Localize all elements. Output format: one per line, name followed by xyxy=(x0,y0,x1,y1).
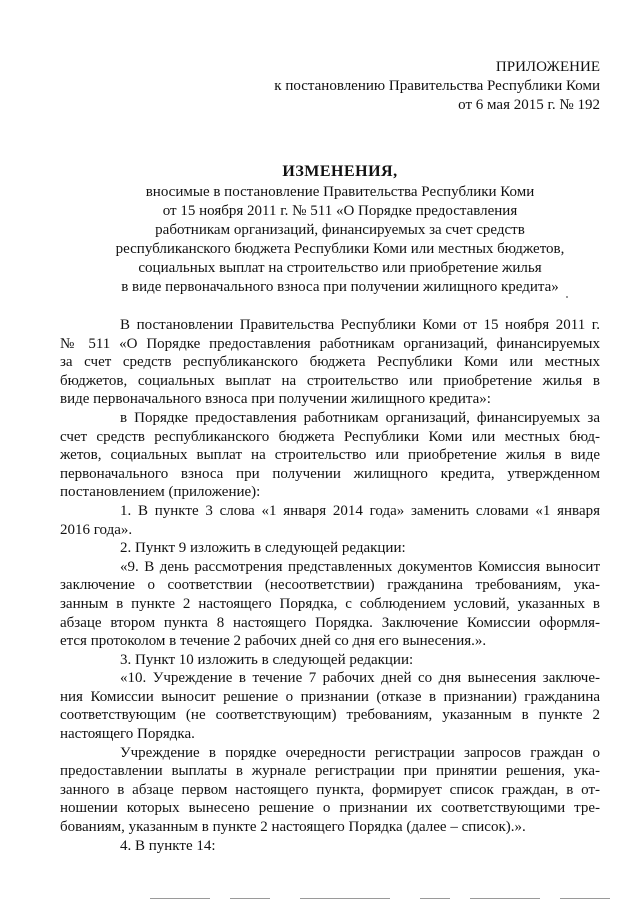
body-line: предоставлении выплаты в журнале регистрации при принятии решения, ука- xyxy=(60,763,600,780)
body-line: заключение о соответствии (несоответствии) гражданина требованиям, ука- xyxy=(60,577,600,594)
document-title-block xyxy=(60,162,620,297)
body-line: ется протоколом в течение 2 рабочих дней со дня его вынесения.». xyxy=(60,633,487,650)
body-line: «9. В день рассмотрения представленных документов Комиссия выносит xyxy=(120,558,600,575)
body-line: 2016 года». xyxy=(60,521,133,538)
body-line: бюджетов, социальных выплат на строительство или приобретение жилья в xyxy=(60,372,600,389)
body-line: абзаце втором пункта 8 настоящего Порядка. Заключение Комиссии оформля- xyxy=(60,614,600,631)
body-line: ния Комиссии выносит решение о признании (отказе в признании) гражданина xyxy=(60,688,600,705)
appendix-resolution-ref: к постановлению Правительства Республики Коми xyxy=(274,78,600,94)
title-line: вносимые в постановление Правительства Республики Коми xyxy=(145,184,535,200)
title-line: республиканского бюджета Республики Коми или местных бюджетов, xyxy=(115,241,565,257)
appendix-date-number: от 6 мая 2015 г. № 192 xyxy=(458,97,600,113)
body-line: виде первоначального взноса при получении жилищного кредита»: xyxy=(60,391,491,408)
body-line: 3. Пункт 10 изложить в следующей редакции: xyxy=(120,651,414,668)
body-line: счет средств республиканского бюджета Республики Коми или местных бюд- xyxy=(60,428,600,445)
body-line: ношении которых вынесено решение о признании их соответствующими тре- xyxy=(60,800,600,817)
body-line: занным в пункте 2 настоящего Порядка, с соблюдением условий, указанных в xyxy=(60,595,600,612)
body-line: постановлением (приложение): xyxy=(60,484,261,501)
document-heading: ИЗМЕНЕНИЯ, xyxy=(282,163,398,180)
body-line: первоначального взноса при получении жилищного кредита, утвержденном xyxy=(60,465,600,482)
body-line: Учреждение в порядке очередности регистрации запросов граждан о xyxy=(120,744,600,761)
body-line: № 511 «О Порядке предоставления работникам организаций, финансируемых xyxy=(60,335,600,352)
appendix-header xyxy=(274,58,600,115)
body-line: 4. В пункте 14: xyxy=(120,837,216,854)
body-line: бованиям, указанным в пункте 2 настоящего Порядка (далее – список).». xyxy=(60,819,526,836)
title-line: от 15 ноября 2011 г. № 511 «О Порядке предоставления xyxy=(162,203,518,219)
title-line: работникам организаций, финансируемых за счет средств xyxy=(155,222,525,238)
scan-speck xyxy=(566,296,568,298)
body-line: 1. В пункте 3 слова «1 января 2014 года» заменить словами «1 января xyxy=(120,502,600,519)
appendix-label: ПРИЛОЖЕНИЕ xyxy=(495,59,600,75)
body-line: 2. Пункт 9 изложить в следующей редакции: xyxy=(120,540,406,557)
body-line: в Порядке предоставления работникам организаций, финансируемых за xyxy=(120,409,600,426)
scan-bottom-edge xyxy=(0,896,640,899)
body-line: занного в абзаце первом настоящего пункта, формирует список граждан, в от- xyxy=(60,781,600,798)
document-body xyxy=(60,316,600,855)
body-line: «10. Учреждение в течение 7 рабочих дней со дня вынесения заключе- xyxy=(120,670,600,687)
title-line: социальных выплат на строительство или приобретение жилья xyxy=(138,260,542,276)
title-line: в виде первоначального взноса при получении жилищного кредита» xyxy=(121,279,559,295)
body-line: жетов, социальных выплат на строительство или приобретение жилья в виде xyxy=(60,447,600,464)
body-line: за счет средств республиканского бюджета Республики Коми или местных xyxy=(60,354,600,371)
body-line: соответствующим (не соответствующим) требованиям, указанным в пункте 2 xyxy=(60,707,600,724)
body-line: настоящего Порядка. xyxy=(60,726,195,743)
body-line: В постановлении Правительства Республики Коми от 15 ноября 2011 г. xyxy=(120,317,600,333)
